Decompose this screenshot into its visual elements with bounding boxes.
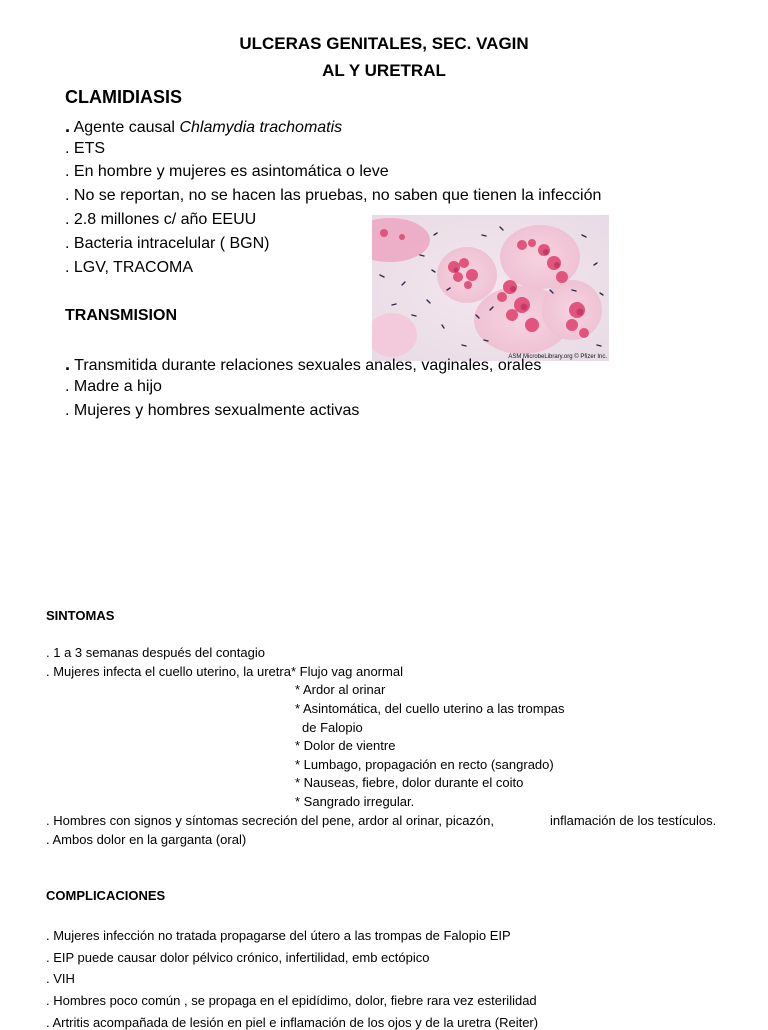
bullet-dot: . (65, 354, 71, 374)
clamidiasis-item: . LGV, TRACOMA (65, 259, 194, 276)
micrograph-drawing (372, 215, 609, 361)
complicaciones-item: . EIP puede causar dolor pélvico crónico, infertilidad, emb ectópico (46, 950, 430, 965)
section-heading-clamidiasis: CLAMIDIASIS (65, 87, 182, 107)
agent-species: Chlamydia trachomatis (179, 119, 343, 136)
sintomas-sub-item: * Asintomática, del cuello uterino a las trompas (295, 701, 565, 716)
sintomas-line: . Ambos dolor en la garganta (oral) (46, 832, 247, 847)
section-heading-sintomas: SINTOMAS (46, 608, 115, 623)
transmision-item-text: Transmitida durante relaciones sexuales anales, vaginales, orales (74, 357, 542, 374)
sintomas-line: . Mujeres infecta el cuello uterino, la uretra* Flujo vag anormal (46, 664, 403, 679)
sintomas-men-line: . Hombres con signos y síntomas secreción del pene, ardor al orinar, picazón, (46, 813, 495, 828)
section-heading-complicaciones: COMPLICACIONES (46, 888, 166, 903)
transmision-item (65, 354, 541, 375)
transmision-item: . Madre a hijo (65, 378, 162, 395)
page-title-line-1: ULCERAS GENITALES, SEC. VAGIN (239, 34, 529, 53)
image-credit: ASM MicrobeLibrary.org © Pfizer Inc. (508, 354, 607, 360)
complicaciones-item: . VIH (46, 971, 75, 986)
complicaciones-item: . Artritis acompañada de lesión en piel e inflamación de los ojos y de la uretra (Reiter) (46, 1015, 539, 1030)
clamidiasis-item: . ETS (65, 140, 106, 157)
sintomas-sub-item: * Dolor de vientre (295, 738, 396, 753)
clamidiasis-item: . Bacteria intracelular ( BGN) (65, 235, 270, 252)
complicaciones-item: . Hombres poco común , se propaga en el epidídimo, dolor, fiebre rara vez esterilidad (46, 993, 537, 1008)
sintomas-line: . 1 a 3 semanas después del contagio (46, 645, 265, 660)
micrograph-image (372, 215, 609, 361)
sintomas-men-line-cont: inflamación de los testículos. (550, 813, 717, 828)
complicaciones-item: . Mujeres infección no tratada propagarse del útero a las trompas de Falopio EIP (46, 928, 511, 943)
transmision-item: . Mujeres y hombres sexualmente activas (65, 402, 360, 419)
clamidiasis-item: . No se reportan, no se hacen las pruebas, no saben que tienen la infección (65, 187, 602, 204)
sintomas-sub-item: de Falopio (302, 720, 363, 735)
section-heading-transmision: TRANSMISION (65, 307, 177, 324)
clamidiasis-item: . 2.8 millones c/ año EEUU (65, 211, 257, 228)
sintomas-sub-item: * Ardor al orinar (295, 682, 386, 697)
page-title-line-2: AL Y URETRAL (322, 61, 446, 80)
sintomas-sub-item: * Nauseas, fiebre, dolor durante el coito (295, 775, 524, 790)
bullet-dot: . (65, 116, 71, 136)
agent-prefix: Agente causal (73, 119, 180, 136)
agent-line (65, 116, 342, 137)
sintomas-sub-item: * Sangrado irregular. (295, 794, 415, 809)
clamidiasis-item: . En hombre y mujeres es asintomática o leve (65, 163, 389, 180)
sintomas-sub-item: * Lumbago, propagación en recto (sangrado) (295, 757, 554, 772)
